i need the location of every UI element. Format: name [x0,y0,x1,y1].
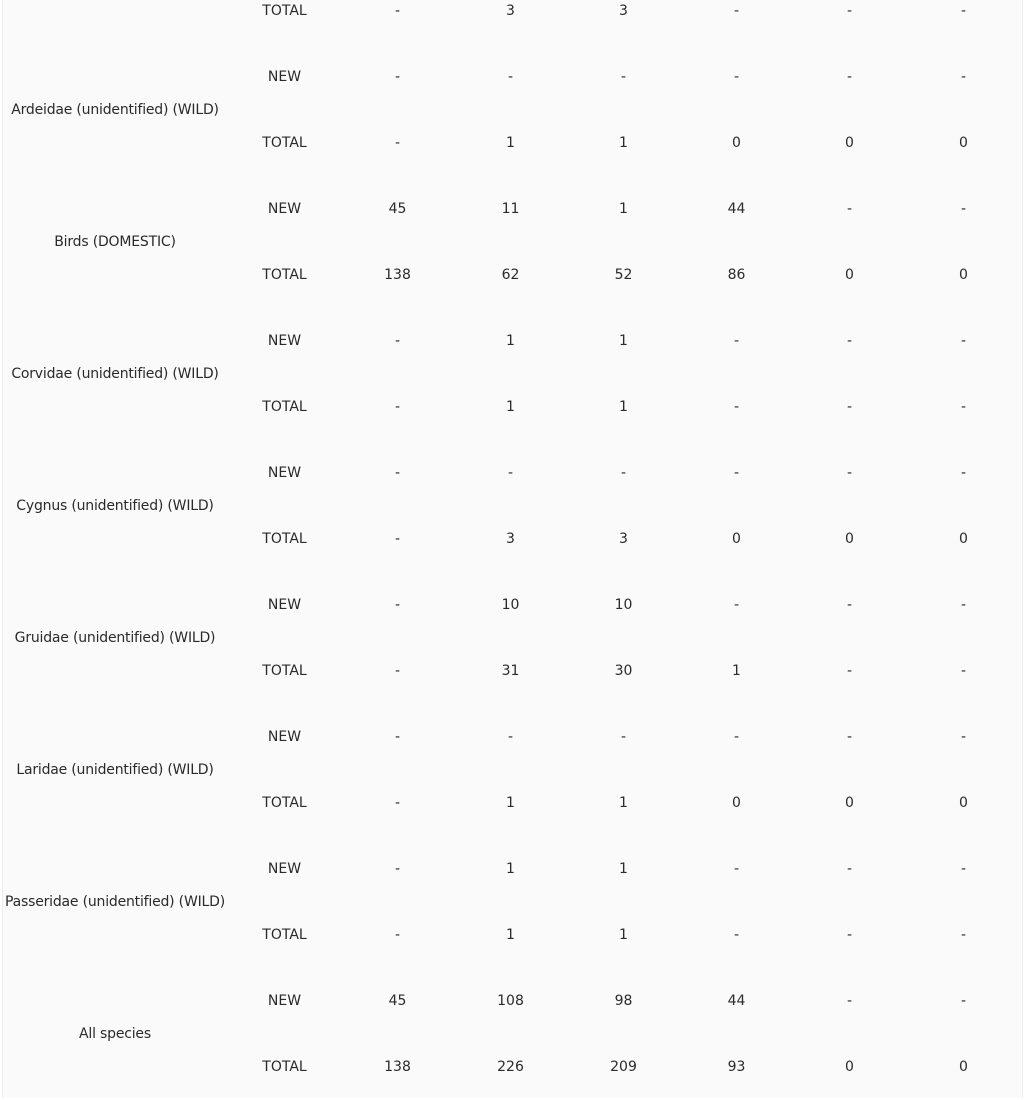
value-cell: - [960,201,967,217]
value-cell: - [394,861,401,877]
value-cell: - [394,3,401,19]
row-type-cell: NEW [267,201,302,217]
value-cell: - [507,465,514,481]
value-cell: 0 [959,531,968,547]
value-cell: 1 [619,333,628,349]
value-cell: 44 [727,201,746,217]
value-cell: 1 [619,795,628,811]
value-cell: - [960,663,967,679]
value-cell: 52 [614,267,633,283]
value-cell: - [733,597,740,613]
row-type-cell: TOTAL [262,927,307,943]
row-type-cell: TOTAL [262,663,307,679]
value-cell: - [394,399,401,415]
value-cell: 62 [501,267,520,283]
value-cell: - [733,729,740,745]
value-cell: 93 [727,1059,746,1075]
value-cell: - [733,399,740,415]
value-cell: - [846,927,853,943]
table-row [2,968,1021,1034]
value-cell: 0 [959,1059,968,1075]
value-cell: 3 [619,531,628,547]
value-cell: - [846,399,853,415]
value-cell: - [733,333,740,349]
value-cell: 3 [619,3,628,19]
value-cell: - [733,927,740,943]
table-body [2,0,1021,1100]
row-type-cell: NEW [267,597,302,613]
value-cell: - [960,729,967,745]
value-cell: - [394,597,401,613]
value-cell: - [846,597,853,613]
value-cell: 1 [506,333,515,349]
value-cell: 1 [619,927,628,943]
value-cell: - [394,927,401,943]
value-cell: 226 [497,1059,524,1075]
value-cell: 45 [388,201,407,217]
value-cell: 44 [727,993,746,1009]
value-cell: - [846,69,853,85]
value-cell: - [733,3,740,19]
value-cell: - [960,597,967,613]
row-type-cell: TOTAL [262,135,307,151]
value-cell: - [394,465,401,481]
value-cell: 0 [845,531,854,547]
value-cell: 1 [506,135,515,151]
row-type-cell: NEW [267,465,302,481]
value-cell: 1 [619,201,628,217]
species-name-cell: Birds (DOMESTIC) [54,234,176,250]
table-row [2,0,1021,44]
value-cell: 0 [959,135,968,151]
row-type-cell: TOTAL [262,531,307,547]
value-cell: - [846,333,853,349]
value-cell: - [733,465,740,481]
value-cell: - [960,465,967,481]
table-row [2,176,1021,242]
value-cell: 0 [732,795,741,811]
table-row [2,836,1021,902]
species-name-cell: Laridae (unidentified) (WILD) [16,762,214,778]
value-cell: 3 [506,3,515,19]
value-cell: - [960,861,967,877]
value-cell: - [960,993,967,1009]
table-row [2,308,1021,374]
row-type-cell: TOTAL [262,267,307,283]
row-type-cell: NEW [267,69,302,85]
species-name-cell: Ardeidae (unidentified) (WILD) [11,102,219,118]
value-cell: - [846,729,853,745]
value-cell: - [394,333,401,349]
value-cell: 0 [732,531,741,547]
row-type-cell: NEW [267,993,302,1009]
value-cell: 0 [959,267,968,283]
species-name-cell [2,0,228,44]
value-cell: 45 [388,993,407,1009]
value-cell: 98 [614,993,633,1009]
value-cell: - [733,861,740,877]
value-cell: 10 [501,597,520,613]
value-cell: - [394,135,401,151]
row-type-cell: TOTAL [262,3,307,19]
value-cell: 1 [506,399,515,415]
value-cell: 31 [501,663,520,679]
row-type-cell: NEW [267,861,302,877]
value-cell: - [846,3,853,19]
value-cell: 1 [506,861,515,877]
value-cell: 1 [506,795,515,811]
value-cell: 0 [845,267,854,283]
table-row [2,704,1021,770]
outbreak-table [2,0,1021,1100]
species-name-cell: Cygnus (unidentified) (WILD) [16,498,214,514]
value-cell: 0 [732,135,741,151]
value-cell: - [733,69,740,85]
species-name-cell: Passeridae (unidentified) (WILD) [5,894,225,910]
species-name-cell: All species [79,1026,151,1042]
value-cell: 209 [610,1059,637,1075]
value-cell: 1 [619,399,628,415]
value-cell: 138 [384,1059,411,1075]
row-type-cell: NEW [267,333,302,349]
table-row [2,440,1021,506]
value-cell: 0 [845,135,854,151]
value-cell: - [394,729,401,745]
value-cell: 108 [497,993,524,1009]
value-cell: - [846,993,853,1009]
value-cell: 0 [959,795,968,811]
value-cell: 10 [614,597,633,613]
value-cell: - [960,399,967,415]
value-cell: 1 [619,861,628,877]
value-cell: 138 [384,267,411,283]
value-cell: - [960,333,967,349]
value-cell: - [507,729,514,745]
value-cell: - [960,927,967,943]
row-type-cell: NEW [267,729,302,745]
species-name-cell: Corvidae (unidentified) (WILD) [11,366,219,382]
value-cell: 1 [732,663,741,679]
value-cell: 1 [619,135,628,151]
value-cell: 86 [727,267,746,283]
value-cell: - [620,729,627,745]
value-cell: - [846,201,853,217]
species-name-cell: Gruidae (unidentified) (WILD) [14,630,216,646]
value-cell: - [394,531,401,547]
value-cell: 3 [506,531,515,547]
row-type-cell: TOTAL [262,399,307,415]
value-cell: - [620,69,627,85]
value-cell: - [960,3,967,19]
value-cell: - [620,465,627,481]
table-row [2,572,1021,638]
row-type-cell: TOTAL [262,795,307,811]
value-cell: - [394,795,401,811]
value-cell: - [846,861,853,877]
value-cell: - [960,69,967,85]
value-cell: 0 [845,795,854,811]
value-cell: - [394,69,401,85]
value-cell: - [846,465,853,481]
row-type-cell: TOTAL [262,1059,307,1075]
value-cell: 30 [614,663,633,679]
value-cell: - [507,69,514,85]
value-cell: 0 [845,1059,854,1075]
value-cell: 11 [501,201,520,217]
table-row [2,44,1021,110]
value-cell: 1 [506,927,515,943]
value-cell: - [846,663,853,679]
value-cell: - [394,663,401,679]
